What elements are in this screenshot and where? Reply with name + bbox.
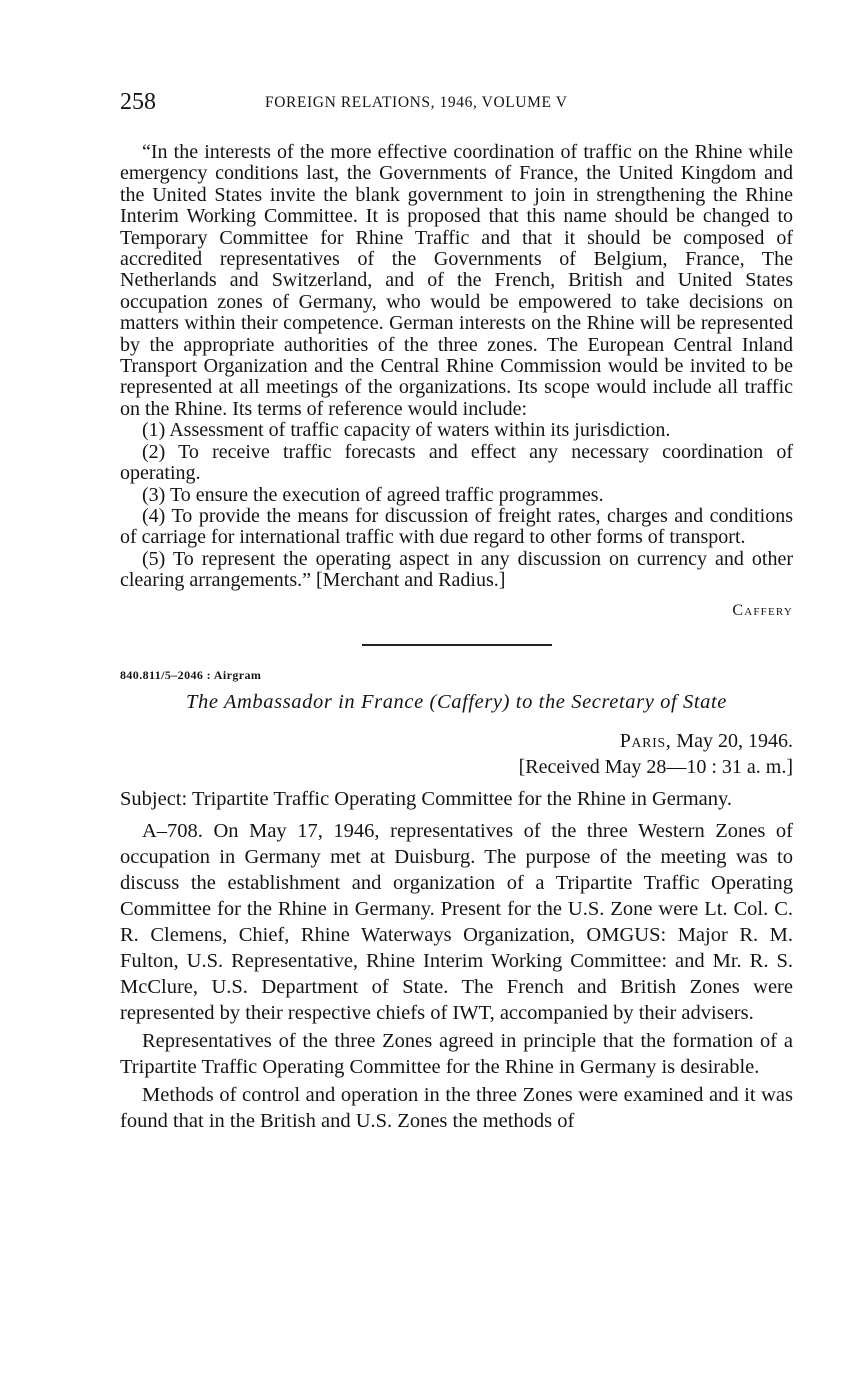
section-divider xyxy=(362,644,552,646)
dateline xyxy=(120,728,793,780)
terms-item-5: (5) To represent the operating aspect in any discussion on currency and other clearing arrangements.” [Merchant and Radius.] xyxy=(120,547,793,592)
signature: Caffery xyxy=(732,601,793,619)
terms-item-4: (4) To provide the means for discussion of freight rates, charges and conditions of carriage for international traffic with due regard to other forms of transport. xyxy=(120,504,793,549)
dateline-sent xyxy=(120,728,793,754)
body-paragraph-2: Representatives of the three Zones agreed in principle that the formation of a Tripartite Traffic Operating Committee for the Rhine in Germany is desirable. xyxy=(120,1029,793,1078)
dateline-received: [Received May 28—10 : 31 a. m.] xyxy=(518,755,793,778)
terms-item-2: (2) To receive traffic forecasts and effect any necessary coordination of operating. xyxy=(120,440,793,485)
terms-item-3: (3) To ensure the execution of agreed traffic programmes. xyxy=(142,483,604,506)
terms-item-1: (1) Assessment of traffic capacity of waters within its jurisdiction. xyxy=(142,419,671,442)
dateline-city: Paris, xyxy=(619,729,672,752)
document-page xyxy=(120,88,793,1134)
quoted-opening-paragraph: “In the interests of the more effective coordination of traffic on the Rhine while emergency conditions last, the Governments of France, the United Kingdom and the United States invite the blank government to join in strengthening the Rhine Interim Working Committee. It is proposed that this name should be changed to Temporary Committee for Rhine Traffic and that it should be composed of accredited representatives of the Governments of Belgium, France, The Netherlands and Switzerland, and of the French, British and United States occupation zones of Germany, who would be empowered to take decisions on matters within their competence. German interests on the Rhine will be represented by the appropriate authorities of the three zones. The European Central Inland Transport Organization and the Central Rhine Commission would be invited to be represented at all meetings of the organizations. Its scope would include all traffic on the Rhine. Its terms of reference would include: xyxy=(120,141,793,420)
page-number: 258 xyxy=(120,89,156,115)
page-header xyxy=(120,88,793,124)
running-head: FOREIGN RELATIONS, 1946, VOLUME V xyxy=(265,94,568,111)
file-reference: 840.811/5–2046 : Airgram xyxy=(120,667,262,682)
document-title: The Ambassador in France (Caffery) to the Secretary of State xyxy=(185,690,727,713)
quoted-message xyxy=(120,142,793,620)
body-paragraph-3: Methods of control and operation in the three Zones were examined and it was found that in the British and U.S. Zones the methods of xyxy=(120,1083,793,1132)
dateline-date: May 20, 1946. xyxy=(671,729,793,752)
subject-line: Subject: Tripartite Traffic Operating Committee for the Rhine in Germany. xyxy=(120,787,733,810)
body-paragraph-1: A–708. On May 17, 1946, representatives of the three Western Zones of occupation in Germany met at Duisburg. The purpose of the meeting was to discuss the establishment and organization of a Tripartite Traffic Operating Committee for the Rhine in Germany. Present for the U.S. Zone were Lt. Col. C. R. Clemens, Chief, Rhine Waterways Organization, OMGUS: Major R. M. Fulton, U.S. Representative, Rhine Interim Working Committee: and Mr. R. S. McClure, U.S. Department of State. The French and British Zones were represented by their respective chiefs of IWT, accompanied by their advisers. xyxy=(120,819,793,1024)
